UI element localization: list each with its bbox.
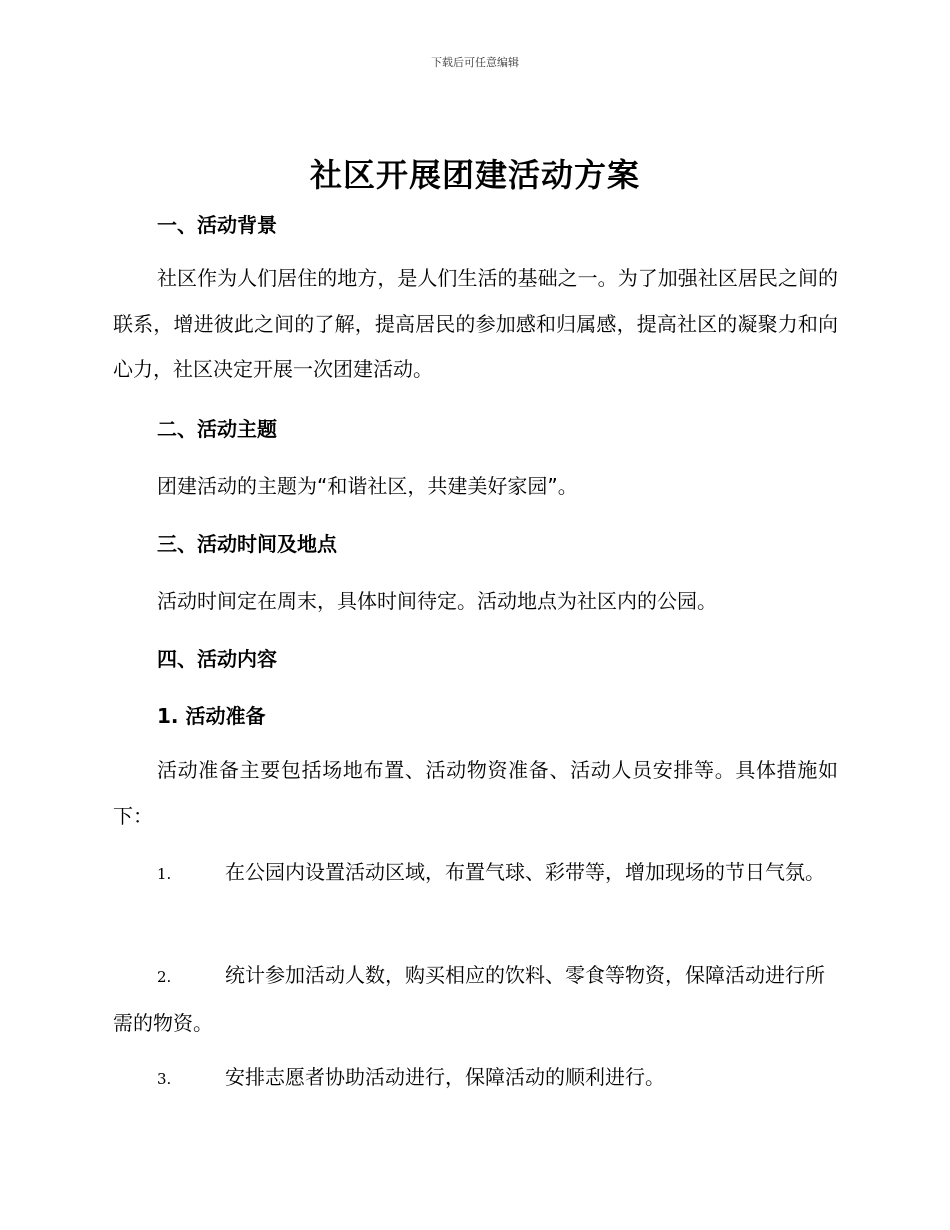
list-item-text: 安排志愿者协助活动进行，保障活动的顺利进行。 bbox=[225, 1065, 665, 1089]
list-item bbox=[113, 850, 838, 898]
header-note: 下载后可任意编辑 bbox=[431, 56, 519, 69]
paragraph-time-location: 活动时间定在周末，具体时间待定。活动地点为社区内的公园。 bbox=[157, 589, 717, 613]
paragraph-background: 社区作为人们居住的地方，是人们生活的基础之一。为了加强社区居民之间的联系，增进彼此之间的了解，提高居民的参加感和归属感，提高社区的凝聚力和向心力，社区决定开展一次团建活动。 bbox=[113, 266, 838, 381]
list-item-text: 统计参加活动人数，购买相应的饮料、零食等物资，保障活动进行所需的物资。 bbox=[113, 963, 825, 1035]
list-item-number: 3. bbox=[157, 1070, 172, 1088]
list-item-text: 在公园内设置活动区域，布置气球、彩带等，增加现场的节日气氛。 bbox=[225, 860, 825, 884]
list-item bbox=[113, 1055, 838, 1103]
heading-background: 一、活动背景 bbox=[157, 213, 277, 237]
list-item-number: 2. bbox=[157, 968, 172, 986]
list-item-number: 1. bbox=[157, 865, 172, 883]
heading-content: 四、活动内容 bbox=[157, 647, 277, 671]
heading-preparation: 1. 活动准备 bbox=[157, 704, 266, 728]
paragraph-preparation: 活动准备主要包括场地布置、活动物资准备、活动人员安排等。具体措施如下： bbox=[113, 758, 838, 828]
paragraph-theme: 团建活动的主题为“和谐社区，共建美好家园”。 bbox=[157, 474, 578, 498]
heading-time-location: 三、活动时间及地点 bbox=[157, 532, 337, 556]
heading-theme: 二、活动主题 bbox=[157, 417, 277, 441]
list-item bbox=[113, 953, 838, 1046]
document-title: 社区开展团建活动方案 bbox=[309, 156, 640, 194]
